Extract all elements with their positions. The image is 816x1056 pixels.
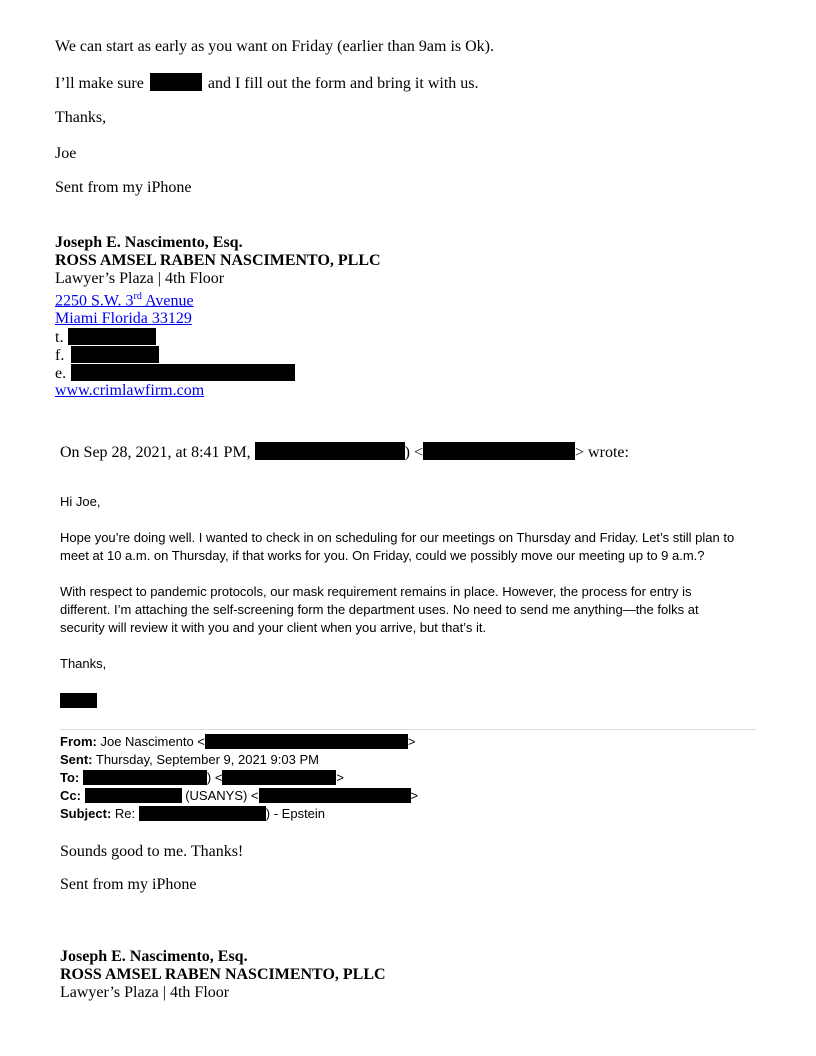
address-street: 2250 S.W. 3 [55,292,134,310]
address-superscript: rd [133,291,142,302]
cc-row [60,788,418,803]
subject-end: ) - Epstein [265,806,326,821]
cc-end: > [410,788,419,803]
redaction-bar [150,73,202,91]
address-avenue: Avenue [141,292,194,310]
subject-prefix: Re: [114,806,136,821]
cc-label: Cc: [60,788,81,803]
redaction-bar [71,364,295,381]
redaction-bar [205,734,408,749]
quote-para2-line1: With respect to pandemic protocols, our mask requirement remains in place. However, the process for entry is [60,584,692,599]
cc-mid: (USANYS) < [185,788,259,803]
sent-from-iphone: Sent from my iPhone [55,179,192,196]
quote-greeting: Hi Joe, [60,494,101,509]
redaction-bar [83,770,207,785]
header-divider [60,729,756,730]
redaction-bar [259,788,411,803]
quote-para2-line2: different. I’m attaching the self-screening form the department uses. No need to send me anything—the folks at [60,602,699,617]
signature-name: Joseph E. Nascimento, Esq. [55,234,243,251]
body-line-1: We can start as early as you want on Friday (earlier than 9am is Ok). [55,38,495,55]
quote-header-mid: ) < [404,444,424,461]
closing-thanks: Thanks, [55,109,107,126]
redaction-bar [255,442,405,460]
quote-para1-line1: Hope you’re doing well. I wanted to check in on scheduling for our meetings on Thursday and Friday. Let’s still plan to [60,530,735,545]
quote-header [60,442,629,462]
redaction-bar [222,770,336,785]
quote-header-date: On Sep 28, 2021, at 8:41 PM, [60,444,251,461]
body-line-2-end: and I fill out the form and bring it with us. [207,75,479,92]
email-row [55,364,295,383]
to-row [60,770,344,785]
quote-para2-line3: security will review it with you and your client when you arrive, but that’s it. [60,620,487,635]
signature2-plaza: Lawyer’s Plaza | 4th Floor [60,984,230,1001]
city-link[interactable]: Miami Florida 33129 [55,310,192,327]
redaction-bar [85,788,182,803]
to-end: > [336,770,345,785]
fax-label: f. [55,347,65,364]
address-link[interactable] [55,291,194,310]
signature-plaza: Lawyer’s Plaza | 4th Floor [55,270,225,287]
from-end: > [407,734,416,749]
sender-first-name: Joe [55,145,77,162]
to-mid: ) < [206,770,223,785]
signature-firm: ROSS AMSEL RABEN NASCIMENTO, PLLC [55,252,381,269]
from-row [60,734,415,749]
body-line-2 [55,73,478,93]
phone-row [55,328,156,347]
redaction-bar [71,346,159,363]
quote-thanks: Thanks, [60,656,107,671]
reply-sent-from-iphone: Sent from my iPhone [60,876,197,893]
email-label: e. [55,365,67,382]
reply-text: Sounds good to me. Thanks! [60,843,244,860]
from-value: Joe Nascimento < [100,734,205,749]
subject-label: Subject: [60,806,112,821]
signature2-firm: ROSS AMSEL RABEN NASCIMENTO, PLLC [60,966,386,983]
phone-label: t. [55,329,64,346]
quote-header-end: > wrote: [575,444,629,461]
sent-row [60,752,319,767]
subject-row [60,806,325,821]
from-label: From: [60,734,97,749]
signature2-name: Joseph E. Nascimento, Esq. [60,948,248,965]
sent-value: Thursday, September 9, 2021 9:03 PM [95,752,319,767]
redaction-bar [139,806,266,821]
fax-row [55,346,159,365]
redaction-bar [68,328,156,345]
website-link[interactable]: www.crimlawfirm.com [55,382,205,399]
redaction-bar [60,693,97,708]
body-line-2-start: I’ll make sure [55,75,144,92]
to-label: To: [60,770,80,785]
quote-para1-line2: meet at 10 a.m. on Thursday, if that works for you. On Friday, could we possibly move our meeting up to 9 a.m.? [60,548,705,563]
redaction-bar [423,442,575,460]
sent-label: Sent: [60,752,93,767]
